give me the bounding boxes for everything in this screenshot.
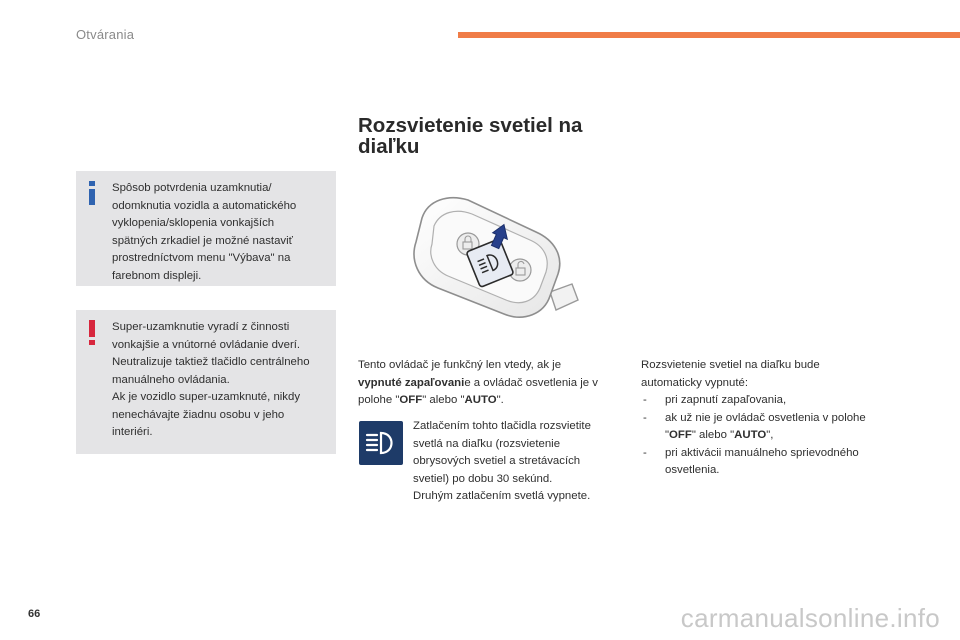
page-title-line: diaľku [358,135,420,158]
text-line: Zatlačením tohto tlačidla rozsvietite [413,420,591,432]
info-note-text [112,180,330,285]
text-line: Ak je vozidlo super-uzamknuté, nikdy [112,391,301,403]
bold-text: OFF [669,429,692,441]
auto-off-list [641,392,891,480]
exclamation-icon [86,320,98,351]
list-dash: - [643,394,647,406]
text-span: ". [496,394,504,406]
text-line: manuálneho ovládania. [112,373,230,386]
text-span: ", [766,429,774,441]
bold-text: vypnuté zapaľovani [358,376,465,389]
page-title-line: Rozsvietenie svetiel na [358,114,583,137]
text-line: automaticky vypnuté: [641,376,748,389]
info-icon [86,181,98,210]
text-line [665,427,891,445]
bold-text: AUTO [464,394,497,406]
page-number: 66 [28,608,41,620]
remote-key-headlight-icon [404,188,590,334]
header-accent-bar [458,32,960,38]
text-span: " alebo " [691,429,735,441]
info-note [76,171,336,286]
text-line: Super-uzamknutie vyradí z činnosti [112,321,290,333]
text-line [358,375,626,393]
text-line: nenechávajte žiadnu osobu v jeho [112,408,285,421]
text-line: Neutralizuje taktiež tlačidlo centrálneho [112,356,310,368]
text-line: obrysových svetiel a stretávacích [413,455,581,467]
watermark: carmanualsonline.info [680,603,940,633]
text-line: Druhým zatlačením svetlá vypnete. [413,490,591,502]
text-line: Tento ovládač je funkčný len vtedy, ak je [358,359,562,371]
text-line: odomknutia vozidla a automatického [112,199,297,212]
list-dash: - [643,411,647,424]
text-line: svetlá na diaľku (rozsvietenie [413,437,561,450]
text-span: pri zapnutí zapaľovania, [665,394,787,406]
list-item [641,410,891,445]
intro-paragraph [358,357,626,410]
text-line: vonkajšie a vnútorné ovládanie dverí. [112,338,301,351]
text-span: polohe " [358,394,400,406]
text-line: farebnom displeji. [112,269,202,282]
text-line: pri aktivácii manuálneho sprievodného [665,446,859,459]
text-span: e a ovládač osvetlenia je v [464,376,598,389]
auto-off-section [641,357,891,480]
press-paragraph [413,418,623,506]
page-title [358,115,618,157]
high-beam-icon [359,421,403,465]
text-line [358,392,626,410]
text-line: prostredníctvom menu "Výbava" na [112,252,291,264]
text-line: svetiel) po dobu 30 sekúnd. [413,472,553,485]
list-item [641,445,891,480]
text-line: spätných zrkadiel je možné nastaviť [112,234,293,247]
text-line: interiéri. [112,426,153,438]
text-line: ak už nie je ovládač osvetlenia v polohe [665,411,866,424]
bold-text: OFF [399,394,423,406]
text-line: vyklopenia/sklopenia vonkajších [112,217,275,229]
warning-note-text [112,319,330,442]
text-span: " alebo " [422,394,465,406]
warning-note [76,310,336,454]
list-dash: - [643,446,647,459]
list-item [641,392,891,410]
text-line: Rozsvietenie svetiel na diaľku bude [641,359,820,371]
section-title: Otvárania [76,27,135,42]
text-span: " [665,429,670,441]
text-line: osvetlenia. [665,464,720,476]
text-line: Spôsob potvrdenia uzamknutia/ [112,182,272,194]
bold-text: AUTO [734,429,767,441]
